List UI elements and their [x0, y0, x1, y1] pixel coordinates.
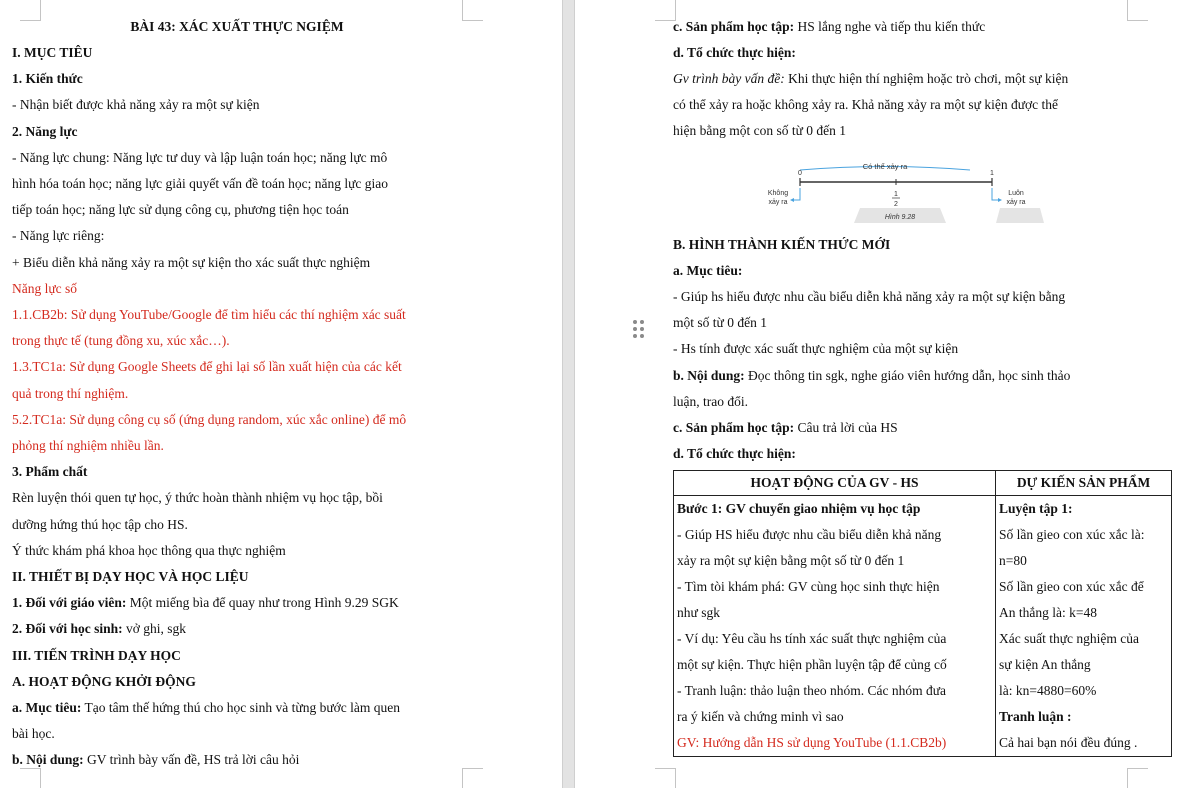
text-line: III. TIẾN TRÌNH DẠY HỌC	[12, 647, 181, 663]
text-line: - Năng lực chung: Năng lực tư duy và lập luận toán học; năng lực mô	[12, 149, 388, 165]
cell-line: - Tranh luận: thảo luận theo nhóm. Các nhóm đưa	[677, 683, 947, 698]
text-line: 1.1.CB2b: Sử dụng YouTube/Google để tìm hiểu các thí nghiệm xác suất	[12, 307, 406, 322]
fig-right-label-1: Luôn	[1008, 190, 1024, 197]
right-arrow	[992, 188, 1000, 200]
text-line	[12, 699, 400, 717]
probability-scale-figure	[760, 158, 1050, 228]
text-line: I. MỤC TIÊU	[12, 45, 93, 60]
fig-left-label-2: xảy ra	[768, 199, 788, 206]
cell-line: An thắng là: k=48	[999, 605, 1097, 620]
italic-label: Gv trình bày vấn đề:	[673, 71, 785, 86]
text-line: 3. Phẩm chất	[12, 464, 88, 480]
text-line	[12, 594, 399, 612]
text-line: A. HOẠT ĐỘNG KHỞI ĐỘNG	[12, 673, 196, 689]
line-text: Tạo tâm thế hứng thú cho học sinh và từng bước làm quen	[81, 700, 401, 715]
text-line	[12, 620, 186, 638]
cell-line: sự kiện An thắng	[999, 657, 1091, 672]
text-line: dưỡng hứng thú học tập cho HS.	[12, 516, 188, 532]
text-line: bài học.	[12, 726, 55, 742]
bold-label: b. Nội dung:	[673, 367, 745, 383]
text-line: trong thực tế (tung đồng xu, xúc xắc…).	[12, 333, 230, 349]
lesson-plan-table	[673, 470, 1172, 757]
left-arrow-head	[790, 198, 794, 202]
text-line: có thể xảy ra hoặc không xảy ra. Khả năng xảy ra một sự kiện được thể	[673, 97, 1059, 112]
page-corner-mark	[20, 768, 41, 788]
text-line	[673, 419, 898, 437]
left-arrow	[792, 188, 800, 200]
text-line: hiện bằng một con số từ 0 đến 1	[673, 123, 847, 138]
fig-half-num: 1	[894, 191, 898, 198]
text-line	[12, 751, 299, 769]
page-corner-mark	[462, 768, 483, 788]
cell-line: GV: Hướng dẫn HS sử dụng YouTube (1.1.CB2b)	[677, 735, 947, 750]
fig-half-den: 2	[894, 201, 898, 208]
line-text: Khi thực hiện thí nghiệm hoặc trò chơi, một sự kiện	[784, 71, 1069, 86]
page-gutter	[562, 0, 575, 788]
text-line: Năng lực số	[12, 280, 78, 296]
table-header-product: DỰ KIẾN SẢN PHẨM	[996, 471, 1172, 496]
cell-line: Xác suất thực nghiệm của	[999, 631, 1140, 646]
cell-line: Bước 1: GV chuyển giao nhiệm vụ học tập	[677, 501, 921, 516]
cell-line: như sgk	[677, 605, 720, 620]
cell-line: Số lần gieo con xúc xắc để	[999, 579, 1144, 594]
page-corner-mark	[655, 768, 676, 788]
text-line: 1. Kiến thức	[12, 71, 83, 87]
text-line: 2. Năng lực	[12, 123, 78, 139]
cell-line: là: kn=4880=60%	[999, 683, 1097, 698]
text-line: d. Tổ chức thực hiện:	[673, 445, 796, 461]
text-line: B. HÌNH THÀNH KIẾN THỨC MỚI	[673, 237, 891, 252]
bold-label: c. Sản phẩm học tập:	[673, 419, 795, 435]
bold-label: 1. Đối với giáo viên:	[12, 595, 127, 611]
fig-top-label: Có thể xảy ra	[862, 162, 908, 171]
lesson-title: BÀI 43: XÁC XUẤT THỰC NGIỆM	[130, 19, 344, 34]
text-line: - Hs tính được xác suất thực nghiệm của một sự kiện	[673, 341, 959, 357]
bold-label: 2. Đối với học sinh:	[12, 621, 123, 637]
text-line: một số từ 0 đến 1	[673, 315, 767, 331]
text-line: Ý thức khám phá khoa học thông qua thực nghiệm	[12, 542, 286, 558]
text-line: - Nhận biết được khả năng xảy ra một sự kiện	[12, 97, 260, 113]
text-line	[673, 18, 985, 36]
text-line: - Năng lực riêng:	[12, 228, 105, 244]
table-cell-product	[996, 496, 1172, 757]
cell-line: - Ví dụ: Yêu cầu hs tính xác suất thực nghiệm của	[677, 631, 947, 646]
fig-right-label-2: xảy ra	[1006, 199, 1026, 206]
text-line: - Giúp hs hiểu được nhu cầu biểu diễn khả năng xảy ra một sự kiện bằng	[673, 289, 1066, 305]
drag-handle-icon[interactable]	[633, 320, 645, 340]
bold-label: c. Sản phẩm học tập:	[673, 19, 795, 34]
text-line	[673, 367, 1070, 385]
text-line: luận, trao đổi.	[673, 393, 748, 409]
line-text: HS lắng nghe và tiếp thu kiến thức	[794, 19, 986, 34]
bold-label: b. Nội dung:	[12, 752, 84, 768]
line-text: vở ghi, sgk	[122, 621, 187, 637]
text-line: + Biểu diễn khả năng xảy ra một sự kiện tho xác suất thực nghiệm	[12, 254, 371, 270]
text-line: 5.2.TC1a: Sử dụng công cụ số (ứng dụng random, xúc xắc online) để mô	[12, 411, 407, 427]
text-line: a. Mục tiêu:	[673, 263, 743, 279]
cell-line: - Tìm tòi khám phá: GV cùng học sinh thực hiện	[677, 579, 940, 594]
right-arrow-head	[998, 198, 1002, 202]
line-text: Một miếng bìa để quay như trong Hình 9.29 SGK	[126, 595, 399, 611]
table-row	[674, 496, 1172, 757]
page-right	[575, 0, 1177, 788]
line-text: Đọc thông tin sgk, nghe giáo viên hướng dẫn, học sinh thảo	[744, 367, 1071, 383]
text-line: quả trong thí nghiệm.	[12, 385, 129, 401]
table-header-activity: HOẠT ĐỘNG CỦA GV - HS	[674, 471, 996, 496]
page-corner-mark	[1127, 0, 1148, 21]
line-text: GV trình bày vấn đề, HS trả lời câu hỏi	[83, 752, 300, 768]
text-line: hình hóa toán học; năng lực giải quyết vấn đề toán học; năng lực giao	[12, 176, 389, 191]
page-left	[0, 0, 562, 788]
page-corner-mark	[1127, 768, 1148, 788]
fig-one-label: 1	[990, 170, 994, 177]
text-line: 1.3.TC1a: Sử dụng Google Sheets để ghi lại số lần xuất hiện của các kết	[12, 359, 402, 375]
cell-line: Số lần gieo con xúc xắc là:	[999, 527, 1145, 542]
bold-label: a. Mục tiêu:	[12, 700, 82, 715]
text-line: phỏng thí nghiệm nhiều lần.	[12, 438, 164, 453]
text-line: Rèn luyện thói quen tự học, ý thức hoàn thành nhiệm vụ học tập, bồi	[12, 490, 383, 506]
fig-caption: Hình 9.28	[884, 214, 916, 221]
cell-line: xảy ra một sự kiện bằng một số từ 0 đến 1	[677, 553, 905, 568]
cell-line: n=80	[999, 553, 1027, 568]
cell-line: Tranh luận :	[999, 709, 1072, 724]
table-header-row	[674, 471, 1172, 496]
cell-line: Luyện tập 1:	[999, 501, 1073, 516]
text-line: d. Tổ chức thực hiện:	[673, 45, 796, 60]
cell-line: Cả hai bạn nói đều đúng .	[999, 735, 1138, 750]
line-text: Câu trả lời của HS	[794, 419, 898, 435]
cell-line: - Giúp HS hiểu được nhu cầu biểu diễn khả năng	[677, 527, 942, 542]
text-line: II. THIẾT BỊ DẠY HỌC VÀ HỌC LIỆU	[12, 569, 249, 584]
cell-line: ra ý kiến và chứng minh vì sao	[677, 709, 844, 724]
fig-zero-label: 0	[798, 170, 802, 177]
text-line	[673, 70, 1068, 88]
cell-line: một sự kiện. Thực hiện phần luyện tập để củng cố	[677, 657, 947, 672]
fig-left-label-1: Không	[767, 190, 789, 197]
table-cell-activity	[674, 496, 996, 757]
caption-band-right	[996, 208, 1044, 223]
text-line: tiếp toán học; năng lực sử dụng công cụ, phương tiện học toán	[12, 202, 349, 218]
